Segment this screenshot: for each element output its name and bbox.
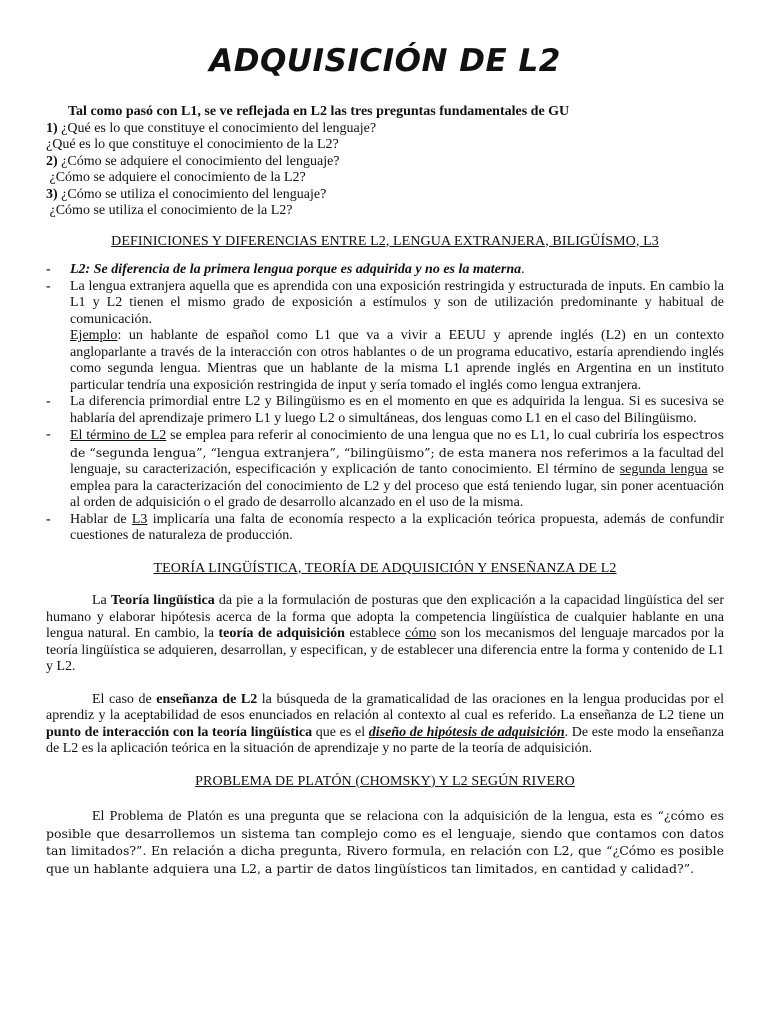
term-l2-quote: espectros de “segunda lengua”, “lengua extranjera”, “bilingüismo”; de esta manera nos referimos a la	[70, 427, 724, 460]
list-item	[46, 512, 724, 545]
term-l2-label: El término de L2	[70, 428, 167, 443]
l3-text-a: Hablar de	[70, 511, 132, 527]
text-run: da pie a la formulación de posturas que den explicación a la capacidad lingüística del ser humano y elaborar hipótesis acerca de la forma que adopta la competencia lingüística de cualquier hablante en una lengua natural. En cambio, la	[46, 593, 725, 641]
example-text: : un hablante de español como L1 que va a vivir a EEUU y aprende inglés (L2) en un contexto angloparlante a través de la interacción con otros hablantes o de un programa educativo, estaría aprendiendo inglés como segunda lengua. Mientras que un hablante de la misma L1 aprende inglés en Argentina en un instituto particular tendría una exposición restringida de input y sería tomado el inglés como lengua extranjera.	[70, 328, 724, 393]
teaching-l2-term: enseñanza de L2	[156, 691, 258, 707]
question-3a-text: ¿Cómo se utiliza el conocimiento del lenguaje?	[61, 186, 327, 202]
foreign-language-text: La lengua extranjera aquella que es aprendida con una exposición restringida y estructurada de inputs. En cambio la L1 y L2 tienen el mismo grado de exposición a estímulos y son de utilización predominante y habitual de comunicación.	[70, 278, 724, 327]
term-l2-text-b: facultad del lenguaje, su caracterización, especificación y explicación de tanto conocimiento. El término de	[70, 445, 724, 477]
question-2b: ¿Cómo se adquiere el conocimiento de la L2?	[46, 170, 306, 185]
document-title: ADQUISICIÓN DE L2	[209, 43, 561, 79]
text-run: La	[92, 593, 111, 608]
bilingualism-text: La diferencia primordial entre L2 y Bilingüismo es en el momento en que es adquirida la lengua. Si es sucesiva se hablaría del aprendizaje primero L1 y luego L2 o simultáneas, dos lenguas como L1 en el caso del Bilingüismo.	[70, 394, 724, 426]
question-1a-text: ¿Qué es lo que constituye el conocimiento del lenguaje?	[61, 120, 377, 136]
bullet-dash: -	[46, 511, 51, 527]
l3-text-b: implicaría una falta de economía respecto a la explicación teórica propuesta, además de confundir cuestiones de naturaleza de producción.	[70, 511, 724, 543]
intro-block	[46, 104, 724, 220]
bullet-dash: -	[46, 394, 51, 409]
l2-definition-period: .	[521, 262, 525, 277]
list-item	[46, 394, 724, 427]
question-3-number: 3)	[46, 186, 58, 202]
plato-paragraph	[46, 808, 724, 878]
linguistic-theory-term: Teoría lingüística	[110, 593, 215, 608]
term-l2-text-a: se emplea para referir al conocimiento de una lengua que no es L1, lo cual cubriría los	[166, 428, 663, 443]
definitions-list	[46, 262, 724, 545]
text-run: El caso de	[92, 691, 157, 707]
l2-definition: L2: Se diferencia de la primera lengua porque es adquirida y no es la materna	[70, 262, 522, 277]
question-2a	[46, 154, 724, 171]
como-term: cómo	[405, 626, 437, 641]
bullet-dash: -	[46, 262, 51, 277]
acquisition-theory-term: teoría de adquisición	[218, 626, 345, 641]
section-heading-definitions: DEFINICIONES Y DIFERENCIAS ENTRE L2, LENGUA EXTRANJERA, BILIGÜÍSMO, L3	[111, 233, 659, 249]
list-item	[46, 262, 724, 279]
bullet-dash: -	[46, 278, 51, 294]
term-l2-text-c: se emplea para la caracterización del conocimiento de L2 y del proceso que está teniendo lugar, sin poner acentuación al orden de adquisición o el grado de desarrollo alcanzado en el uso de la misma.	[70, 462, 724, 510]
text-run: la búsqueda de la gramaticalidad de las oraciones en la lengua producidas por el aprendiz y la aceptabilidad de esos enunciados en relación al contexto al cual es referido. La enseñanza de L2 tiene un	[46, 691, 725, 723]
text-run: . De este modo la enseñanza de L2 es la aplicación teórica en la situación de aprendizaje y no parte de la teoría de adquisición.	[46, 724, 725, 756]
bullet-dash: -	[46, 427, 51, 442]
list-item	[46, 279, 724, 395]
text-run: establece	[344, 626, 406, 641]
text-run: son los mecanismos del lenguaje marcados por la teoría lingüística se adquieren, desarrollan, y especifican, y de establecer una diferencia entre la forma y contenido de L1 y L2.	[46, 626, 724, 674]
rivero-question: “¿Cómo es posible que un hablante adquiera una L2, a partir de datos lingüísticos tan limitados, en cantidad y calidad?”.	[46, 843, 724, 876]
question-1a	[46, 121, 724, 138]
interaction-point-term: punto de interacción con la teoría lingüística	[46, 724, 313, 740]
plato-question: “¿cómo es posible que desarrollemos un sistema tan complejo como es el lenguaje, siendo que contamos con datos tan limitados?”.	[46, 808, 724, 858]
intro-lead: Tal como pasó con L1, se ve reflejada en L2 las tres preguntas fundamentales de GU	[68, 104, 570, 119]
question-1b: ¿Qué es lo que constituye el conocimiento de la L2?	[46, 137, 339, 152]
question-2-number: 2)	[46, 153, 58, 169]
question-2a-text: ¿Cómo se adquiere el conocimiento del lenguaje?	[61, 153, 340, 169]
hypothesis-design-term: diseño de hipótesis de adquisición	[368, 724, 565, 740]
section-heading-plato: PROBLEMA DE PLATÓN (CHOMSKY) Y L2 SEGÚN RIVERO	[195, 773, 575, 789]
l3-term: L3	[131, 511, 148, 527]
list-item	[46, 427, 724, 512]
second-language-term: segunda lengua	[619, 462, 708, 477]
theory-paragraph-2	[46, 692, 724, 758]
theory-paragraph-1	[46, 593, 724, 676]
text-run: El Problema de Platón es una pregunta que se relaciona con la adquisición de la lengua, esta es	[92, 809, 658, 824]
question-3b: ¿Cómo se utiliza el conocimiento de la L2?	[46, 203, 293, 218]
question-3a	[46, 187, 724, 204]
section-heading-theory: TEORÍA LINGÜÍSTICA, TEORÍA DE ADQUISICIÓN Y ENSEÑANZA DE L2	[153, 560, 617, 576]
text-run: En relación a dicha pregunta, Rivero formula, en relación con L2, que	[146, 843, 607, 858]
question-1-number: 1)	[46, 120, 58, 136]
text-run: que es el	[312, 724, 369, 740]
example-label: Ejemplo	[70, 328, 118, 343]
